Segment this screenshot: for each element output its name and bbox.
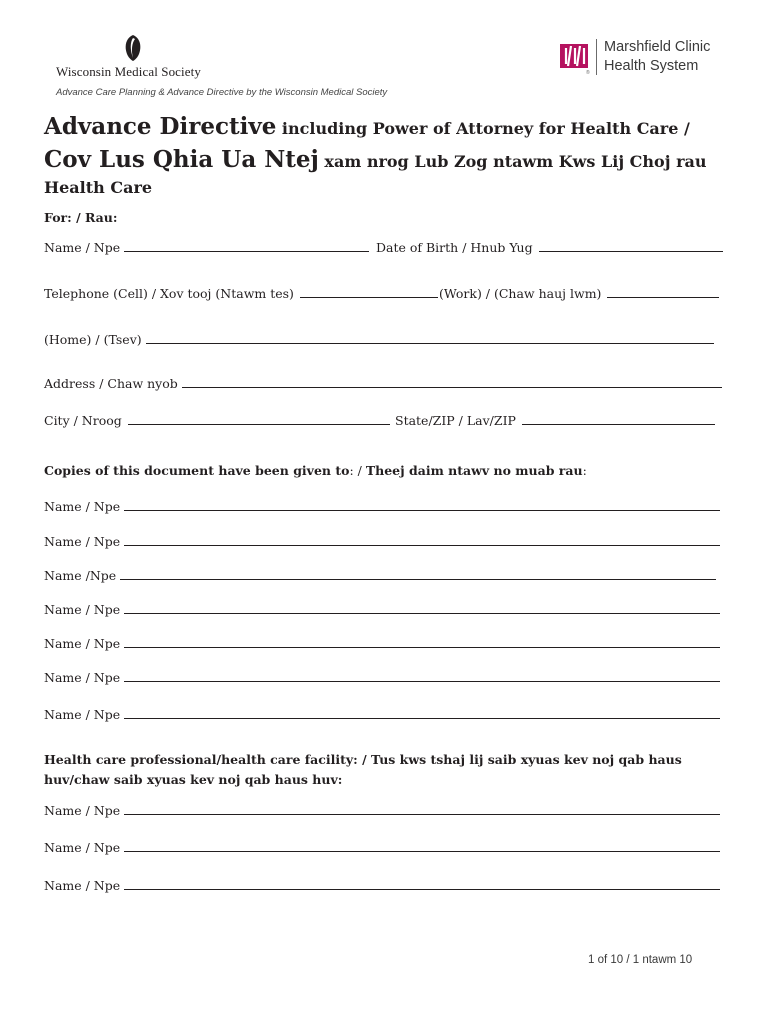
for-label: For: / Rau: [44, 210, 118, 225]
copies-name-line[interactable] [124, 717, 720, 719]
home-phone-label: (Home) / (Tsev) [44, 332, 142, 347]
marshfield-emblem-icon [558, 40, 592, 76]
marshfield-line1: Marshfield Clinic [604, 39, 711, 55]
professional-name-line[interactable] [124, 850, 720, 852]
city-field[interactable] [44, 413, 390, 428]
work-phone-field[interactable] [439, 286, 719, 301]
professional-name-label: Name / Npe [44, 840, 121, 855]
copies-name-line[interactable] [124, 680, 720, 682]
copies-name-label: Name / Npe [44, 499, 121, 514]
copies-name-line[interactable] [124, 509, 720, 511]
name-field[interactable] [44, 240, 369, 255]
copies-heading-end: : [582, 463, 587, 478]
title-hmn-rest: xam nrog Lub Zog ntawm Kws Lij Choj rau [318, 152, 707, 171]
copies-heading-sep: : / [349, 463, 366, 478]
subtitle: Advance Care Planning & Advance Directive by the Wisconsin Medical Society [56, 87, 388, 98]
professional-name-field[interactable] [44, 878, 720, 893]
name-label: Name / Npe [44, 240, 121, 255]
state-zip-line[interactable] [522, 423, 715, 425]
address-field[interactable] [44, 376, 722, 391]
page-number: 1 of 10 / 1 ntawm 10 [588, 954, 693, 966]
page-title [44, 111, 744, 199]
title-en-rest: including Power of Attorney for Health Care / [276, 119, 690, 138]
professional-heading [44, 750, 682, 790]
copies-name-label: Name / Npe [44, 534, 121, 549]
professional-heading-line2: huv/chaw saib xyuas kev noj qab haus huv: [44, 772, 343, 787]
state-zip-field[interactable] [395, 413, 715, 428]
copies-name-label: Name /Npe [44, 568, 117, 583]
copies-heading [44, 461, 587, 481]
svg-text:®: ® [586, 70, 590, 76]
professional-name-field[interactable] [44, 803, 720, 818]
professional-heading-line1: Health care professional/health care facility: / Tus kws tshaj lij saib xyuas kev noj qab haus [44, 752, 682, 767]
title-line3: Health Care [44, 178, 153, 197]
dob-label: Date of Birth / Hnub Yug [376, 240, 533, 255]
professional-name-field[interactable] [44, 840, 720, 855]
wms-name: Wisconsin Medical Society [56, 64, 201, 79]
professional-name-line[interactable] [124, 888, 720, 890]
cell-phone-label: Telephone (Cell) / Xov tooj (Ntawm tes) [44, 286, 294, 301]
copies-heading-en: Copies of this document have been given to [44, 463, 350, 478]
city-line[interactable] [128, 423, 390, 425]
address-line[interactable] [182, 386, 722, 388]
marshfield-line2: Health System [604, 58, 699, 74]
copies-name-label: Name / Npe [44, 707, 121, 722]
copies-name-line[interactable] [120, 578, 716, 580]
wms-emblem-icon [122, 34, 144, 62]
title-en-main: Advance Directive [44, 113, 277, 140]
copies-name-label: Name / Npe [44, 670, 121, 685]
home-phone-line[interactable] [146, 342, 714, 344]
copies-name-field[interactable] [44, 568, 716, 583]
copies-name-field[interactable] [44, 534, 720, 549]
copies-name-field[interactable] [44, 499, 720, 514]
dob-field[interactable] [376, 240, 723, 255]
copies-heading-hmn: Theej daim ntawv no muab rau [365, 463, 583, 478]
cell-phone-line[interactable] [300, 296, 438, 298]
title-hmn-main: Cov Lus Qhia Ua Ntej [44, 146, 319, 173]
copies-name-field[interactable] [44, 670, 720, 685]
work-phone-line[interactable] [607, 296, 719, 298]
professional-name-line[interactable] [124, 813, 720, 815]
copies-name-line[interactable] [124, 646, 720, 648]
cell-phone-field[interactable] [44, 286, 438, 301]
copies-name-field[interactable] [44, 707, 720, 722]
copies-name-field[interactable] [44, 636, 720, 651]
professional-name-label: Name / Npe [44, 803, 121, 818]
copies-name-label: Name / Npe [44, 602, 121, 617]
work-phone-label: (Work) / (Chaw hauj lwm) [439, 286, 602, 301]
copies-name-field[interactable] [44, 602, 720, 617]
dob-line[interactable] [539, 250, 723, 252]
name-line[interactable] [124, 250, 369, 252]
marshfield-name [604, 38, 710, 76]
professional-name-label: Name / Npe [44, 878, 121, 893]
logo-divider [596, 39, 597, 75]
state-zip-label: State/ZIP / Lav/ZIP [395, 413, 516, 428]
home-phone-field[interactable] [44, 332, 714, 347]
address-label: Address / Chaw nyob [44, 376, 178, 391]
copies-name-line[interactable] [124, 612, 720, 614]
copies-name-line[interactable] [124, 544, 720, 546]
copies-name-label: Name / Npe [44, 636, 121, 651]
city-label: City / Nroog [44, 413, 122, 428]
